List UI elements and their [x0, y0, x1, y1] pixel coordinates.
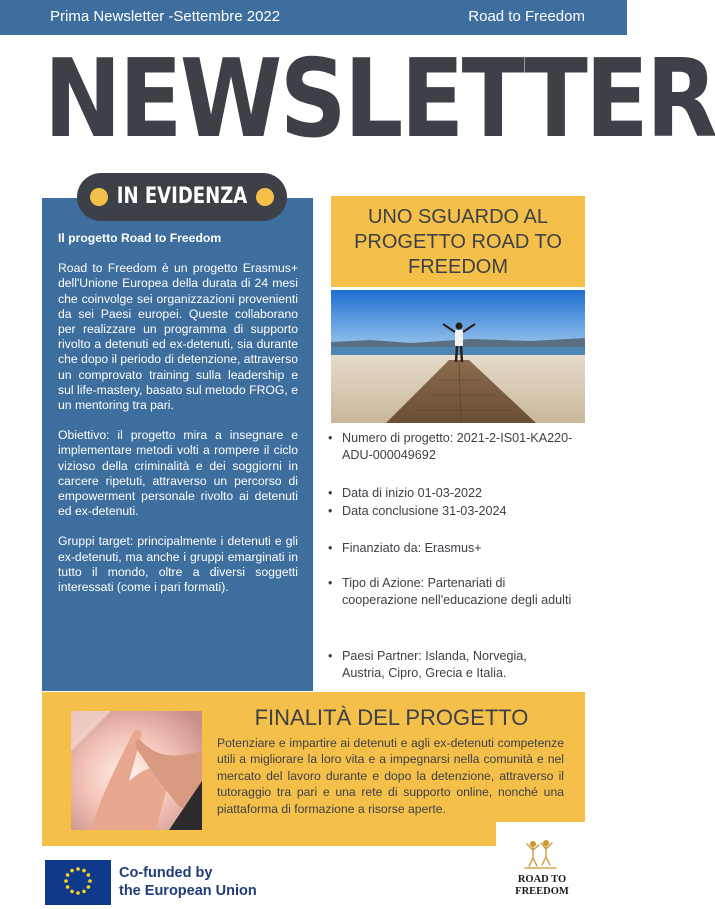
- overview-heading: UNO SGUARDO AL PROGETTO ROAD TO FREEDOM: [354, 206, 562, 278]
- hands-photo-illustration: [71, 711, 202, 830]
- fact-action-type: • Tipo di Azione: Partenariati di cooperazione nell'educazione degli adulti: [326, 575, 572, 609]
- highlight-paragraph-objective: Obiettivo: il progetto mira a insegnare e implementare metodi volti a rompere il ciclo vizioso della criminalità e dei soggiorni in carcere ripetuti, attraverso un percorso di empowerment personale rivolto ai detenuti ed ex-detenuti.: [58, 428, 298, 519]
- logo-wordmark-line-1: ROAD TO: [517, 874, 567, 885]
- fact-partner-countries: • Paesi Partner: Islanda, Norvegia, Austria, Cipro, Grecia e Italia.: [326, 648, 572, 682]
- highlight-paragraph-target: Gruppi target: principalmente i detenuti e gli ex-detenuti, ma anche i gruppi emarginati in tutto il mondo, oltre a diversi soggetti interessati (come i pari formati).: [58, 534, 298, 595]
- fact-project-number: • Numero di progetto: 2021-2-IS01-KA220-ADU-000049692: [326, 430, 587, 464]
- highlight-label: IN EVIDENZA: [116, 184, 248, 209]
- top-banner: [0, 0, 627, 35]
- fact-end-date: • Data conclusione 31-03-2024: [326, 503, 507, 520]
- cofunded-line-1: Co-funded by: [119, 865, 213, 881]
- project-name: Road to Freedom: [468, 8, 585, 25]
- eu-stars-icon: [45, 860, 111, 905]
- beach-photo: [331, 290, 585, 423]
- logo-wordmark-line-2: FREEDOM: [515, 886, 569, 897]
- purpose-heading: FINALITÀ DEL PROGETTO: [254, 705, 529, 730]
- page-title: NEWSLETTER: [43, 37, 715, 162]
- hands-photo: [71, 711, 202, 830]
- highlight-badge: [77, 173, 287, 221]
- figures-logo-icon: [496, 822, 588, 874]
- road-to-freedom-logo: [496, 822, 588, 909]
- purpose-text: Potenziare e impartire ai detenuti e agli ex-detenuti competenze utili a migliorare la loro vita e a impegnarsi nella comunità e nel mercato del lavoro durante e dopo la detenzione, attraverso il tutoraggio tra pari e una rete di supporto online, nonché una piattaforma di formazione a risorse aperte.: [217, 736, 564, 816]
- cofunded-line-2: the European Union: [119, 883, 257, 899]
- newsletter-edition: Prima Newsletter -Settembre 2022: [50, 8, 281, 25]
- fact-start-date: • Data di inizio 01-03-2022: [326, 485, 482, 502]
- cofunded-label: [119, 864, 257, 900]
- fact-funding: • Finanziato da: Erasmus+: [326, 540, 482, 557]
- highlight-heading: Il progetto Road to Freedom: [58, 231, 222, 245]
- highlight-paragraph-intro: Road to Freedom è un progetto Erasmus+ dell'Unione Europea della durata di 24 mesi che coinvolge sei organizzazioni provenienti da sei Paesi europei. Queste collaborano per realizzare un programma di supporto rivolto a detenuti ed ex-detenuti, sia durante che dopo il periodo di detenzione, attraverso un comprovato training sulla leadership e sul life-mastery, basato sul metodo FROG, e un mentoring tra pari.: [58, 261, 298, 413]
- eu-flag-logo: [45, 860, 111, 905]
- overview-heading-box: [331, 196, 585, 287]
- logo-wordmark: [496, 874, 588, 898]
- beach-photo-illustration: [331, 290, 585, 423]
- highlight-text: [58, 231, 298, 610]
